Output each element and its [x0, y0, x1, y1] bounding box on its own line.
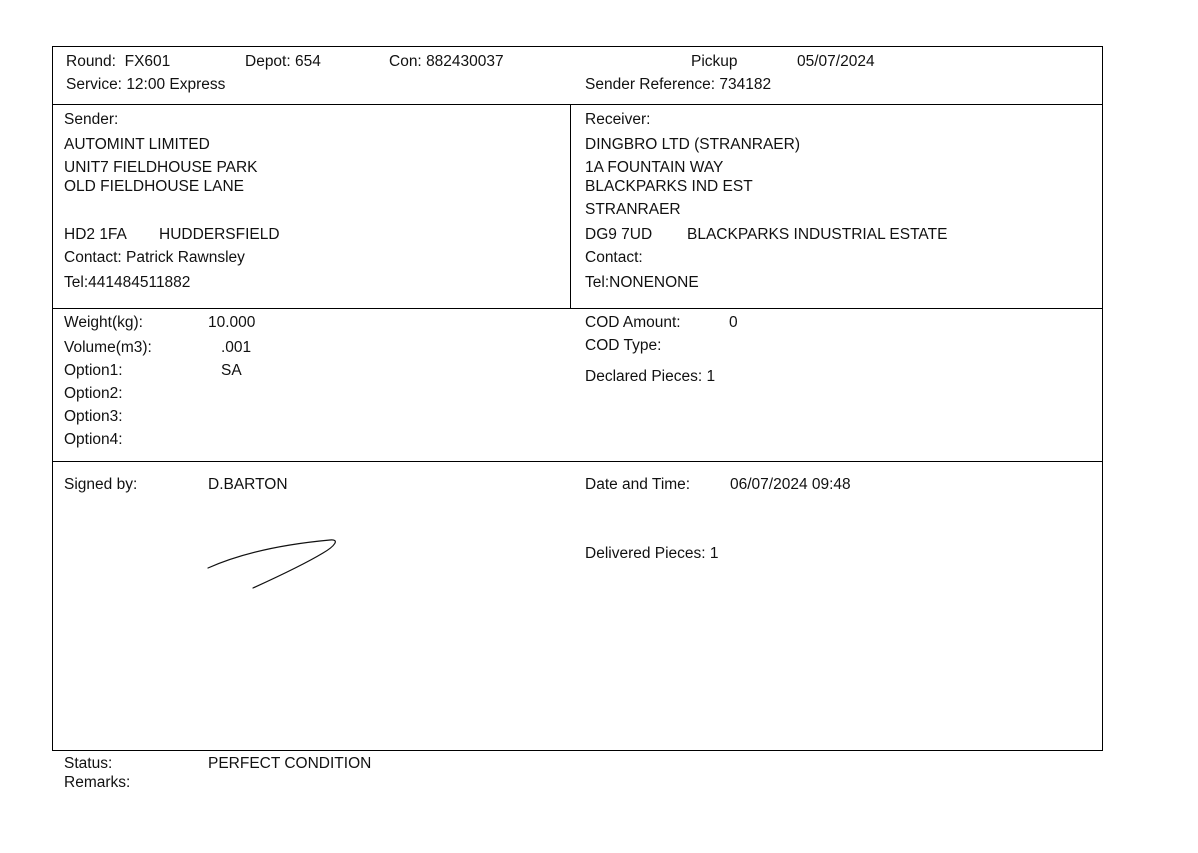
pickup-date: 05/07/2024: [797, 53, 875, 70]
sender-contact-value: Patrick Rawnsley: [126, 249, 245, 266]
signature-stroke: [208, 540, 335, 588]
remarks-label: Remarks:: [64, 774, 131, 791]
sender-tel: [64, 274, 190, 292]
signed-by-value: D.BARTON: [208, 476, 288, 493]
declared-pieces-value: 1: [706, 368, 716, 385]
option4-label: Option4:: [64, 431, 123, 448]
sender-contact: [64, 249, 245, 267]
receiver-name: DINGBRO LTD (STRANRAER): [585, 136, 801, 153]
delivered-pieces: [585, 545, 719, 563]
cod-amount-label: COD Amount:: [585, 314, 681, 331]
receiver-tel: [585, 274, 699, 292]
date-time-value: 06/07/2024 09:48: [730, 476, 851, 493]
option3-label: Option3:: [64, 408, 123, 425]
signed-by-label: Signed by:: [64, 476, 138, 493]
remarks: [64, 774, 130, 792]
sender-reference-label: Sender Reference:: [585, 76, 716, 93]
sender-contact-label: Contact:: [64, 249, 122, 266]
option2-label: Option2:: [64, 385, 123, 402]
sender-address-line2: OLD FIELDHOUSE LANE: [64, 178, 245, 195]
receiver-contact: [585, 249, 643, 267]
cod-type-label: COD Type:: [585, 337, 662, 354]
volume-value: .001: [221, 339, 252, 356]
weight-value: 10.000: [208, 314, 256, 331]
delivered-pieces-value: 1: [709, 545, 719, 562]
round-field: [66, 53, 170, 71]
header-divider: [52, 104, 1103, 105]
sender-address-line1: UNIT7 FIELDHOUSE PARK: [64, 159, 258, 176]
declared-pieces-label: Declared Pieces:: [585, 368, 703, 385]
depot-field: [245, 53, 321, 71]
address-divider: [52, 308, 1103, 309]
status-label: Status:: [64, 755, 113, 772]
option1-value: SA: [221, 362, 242, 379]
con-field: [389, 53, 504, 71]
receiver-address-line2: BLACKPARKS IND EST: [585, 178, 753, 195]
receiver-address-line3: STRANRAER: [585, 201, 681, 218]
round-value: FX601: [124, 53, 171, 70]
pickup-label: Pickup: [691, 53, 738, 70]
receiver-postcode: DG9 7UD: [585, 226, 653, 243]
service-label: Service:: [66, 76, 122, 93]
sender-postcode: HD2 1FA: [64, 226, 127, 243]
address-column-divider: [570, 104, 571, 309]
sender-name: AUTOMINT LIMITED: [64, 136, 210, 153]
round-label: Round:: [66, 53, 116, 70]
volume-label: Volume(m3):: [64, 339, 152, 356]
signature-image: [195, 530, 355, 600]
con-value: 882430037: [426, 53, 504, 70]
sender-reference-value: 734182: [719, 76, 772, 93]
weight-label: Weight(kg):: [64, 314, 143, 331]
status-value: PERFECT CONDITION: [208, 755, 372, 772]
receiver-address-line1: 1A FOUNTAIN WAY: [585, 159, 724, 176]
sender-tel-value: 441484511882: [88, 274, 191, 291]
depot-label: Depot:: [245, 53, 291, 70]
sender-heading: Sender:: [64, 111, 119, 128]
cod-type: [585, 337, 661, 355]
date-time-label: Date and Time:: [585, 476, 691, 493]
service-value: 12:00 Express: [126, 76, 226, 93]
cod-amount-value: 0: [729, 314, 738, 331]
service-field: [66, 76, 225, 94]
option1-label: Option1:: [64, 362, 123, 379]
sender-reference-field: [585, 76, 771, 94]
delivered-pieces-label: Delivered Pieces:: [585, 545, 706, 562]
depot-value: 654: [294, 53, 321, 70]
sender-tel-label: Tel:: [64, 274, 89, 291]
receiver-tel-value: NONENONE: [609, 274, 699, 291]
receiver-heading: Receiver:: [585, 111, 651, 128]
receiver-town: BLACKPARKS INDUSTRIAL ESTATE: [687, 226, 948, 243]
sender-town: HUDDERSFIELD: [159, 226, 280, 243]
con-label: Con:: [389, 53, 422, 70]
receiver-tel-label: Tel:: [585, 274, 610, 291]
details-divider: [52, 461, 1103, 462]
receiver-contact-label: Contact:: [585, 249, 643, 266]
declared-pieces: [585, 368, 715, 386]
